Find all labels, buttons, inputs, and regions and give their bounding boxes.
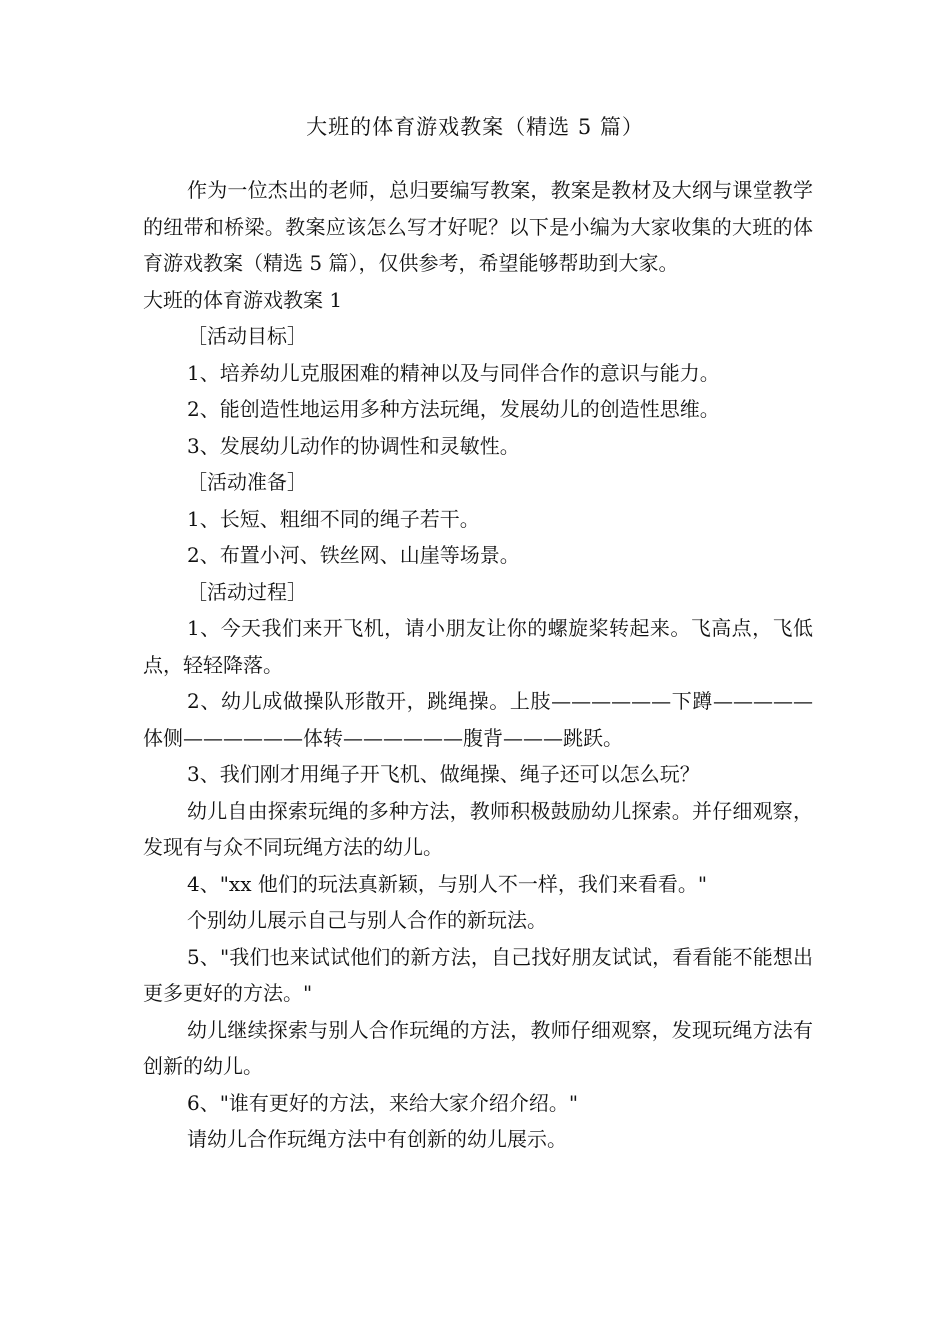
paragraph: 幼儿继续探索与别人合作玩绳的方法，教师仔细观察，发现玩绳方法有创新的幼儿。 — [143, 1017, 813, 1078]
paragraph: 2、幼儿成做操队形散开，跳绳操。上肢——————下蹲—————体侧——————体转——————腹背———跳跃。 — [143, 689, 813, 750]
paragraph: 2、布置小河、铁丝网、山崖等场景。 — [187, 543, 520, 567]
paragraph: 幼儿自由探索玩绳的多种方法，教师积极鼓励幼儿探索。并仔细观察，发现有与众不同玩绳方法的幼儿。 — [143, 798, 813, 859]
paragraph: 请幼儿合作玩绳方法中有创新的幼儿展示。 — [187, 1127, 567, 1151]
paragraph: 5、"我们也来试试他们的新方法，自己找好朋友试试，看看能不能想出更多更好的方法。" — [143, 944, 813, 1005]
paragraph: 1、今天我们来开飞机，请小朋友让你的螺旋桨转起来。飞高点，飞低点，轻轻降落。 — [143, 616, 813, 677]
paragraph: 4、"xx 他们的玩法真新颖，与别人不一样，我们来看看。" — [187, 871, 708, 896]
paragraph: 3、发展幼儿动作的协调性和灵敏性。 — [187, 433, 520, 458]
subheading-activity-process: ［活动过程］ — [187, 579, 307, 604]
intro-paragraph: 作为一位杰出的老师，总归要编写教案，教案是教材及大纲与课堂教学的纽带和桥梁。教案应该怎么写才好呢？以下是小编为大家收集的大班的体育游戏教案（精选 5 篇），仅供参考，希望能够帮助到大家。 — [143, 178, 813, 275]
subheading-activity-preparation: ［活动准备］ — [187, 470, 307, 494]
subheading-activity-goals: ［活动目标］ — [187, 324, 307, 348]
paragraph: 1、培养幼儿克服困难的精神以及与同伴合作的意识与能力。 — [187, 360, 720, 385]
paragraph: 6、"谁有更好的方法，来给大家介绍介绍。" — [187, 1090, 579, 1115]
paragraph: 个别幼儿展示自己与别人合作的新玩法。 — [187, 908, 547, 932]
paragraph: 3、我们刚才用绳子开飞机、做绳操、绳子还可以怎么玩？ — [187, 762, 700, 786]
paragraph: 2、能创造性地运用多种方法玩绳，发展幼儿的创造性思维。 — [187, 397, 720, 421]
document-title: 大班的体育游戏教案（精选 5 篇） — [306, 115, 644, 139]
document-body — [143, 172, 813, 1158]
paragraph: 1、长短、粗细不同的绳子若干。 — [187, 506, 480, 531]
section-heading: 大班的体育游戏教案 1 — [143, 287, 343, 312]
